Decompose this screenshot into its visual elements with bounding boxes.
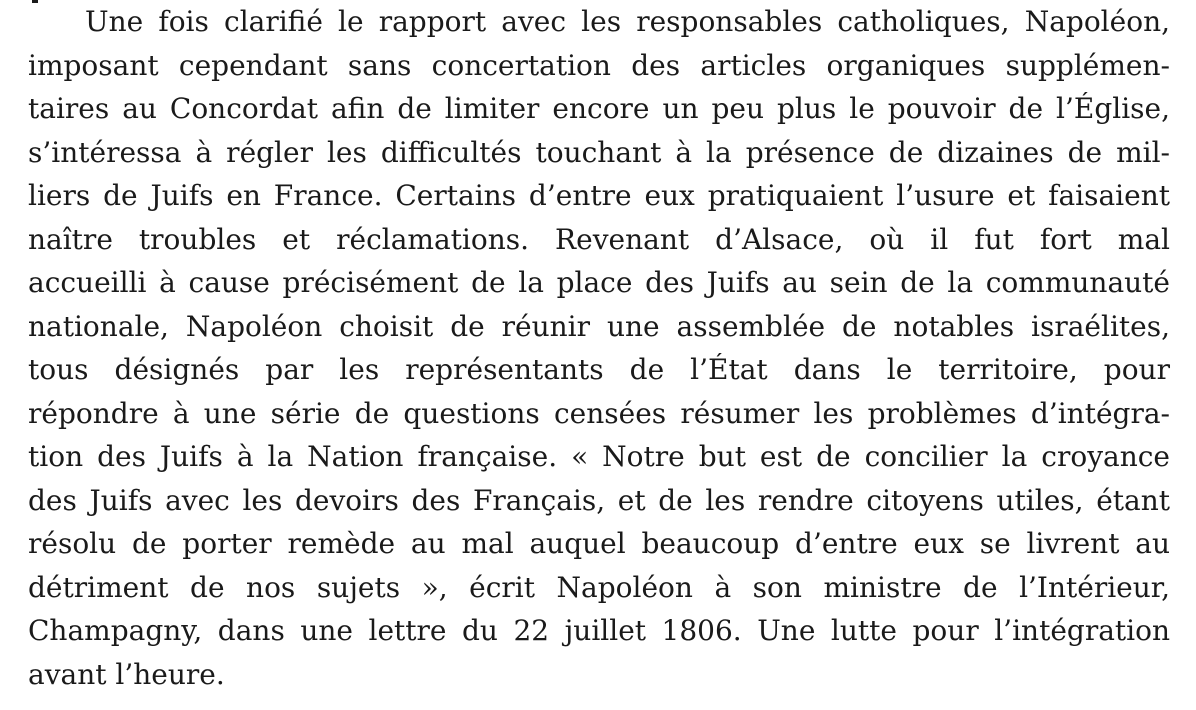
text-line: Une fois clarifié le rapport avec les responsables catholiques, Napoléon, xyxy=(85,5,1170,38)
text-line: avant l’heure. xyxy=(28,657,225,691)
body-paragraph xyxy=(28,0,1170,696)
text-line: résolu de porter remède au mal auquel beaucoup d’entre eux se livrent au xyxy=(28,527,1170,560)
text-line: détriment de nos sujets », écrit Napoléon à son ministre de l’Intérieur, xyxy=(28,570,1170,604)
text-line: naître troubles et réclamations. Revenant d’Alsace, où il fut fort mal xyxy=(28,222,1170,256)
text-line: nationale, Napoléon choisit de réunir une assemblée de notables israélites, xyxy=(28,309,1170,343)
text-line: imposant cependant sans concertation des articles organiques supplémen- xyxy=(28,48,1170,82)
text-line: Champagny, dans une lettre du 22 juillet 1806. Une lutte pour l’intégration xyxy=(28,614,1170,647)
text-line: tous désignés par les représentants de l’État dans le territoire, pour xyxy=(28,353,1170,386)
text-line: taires au Concordat afin de limiter encore un peu plus le pouvoir de l’Église, xyxy=(28,92,1170,125)
text-line: s’intéressa à régler les difficultés touchant à la présence de dizaines de mil- xyxy=(28,135,1170,169)
text-line: des Juifs avec les devoirs des Français, et de les rendre citoyens utiles, étant xyxy=(28,483,1170,517)
text-line: tion des Juifs à la Nation française. « Notre but est de concilier la croyance xyxy=(28,440,1170,473)
text-line: accueilli à cause précisément de la place des Juifs au sein de la communauté xyxy=(28,266,1170,299)
text-line: liers de Juifs en France. Certains d’entre eux pratiquaient l’usure et faisaient xyxy=(28,179,1170,212)
text-line: répondre à une série de questions censées résumer les problèmes d’intégra- xyxy=(28,396,1170,430)
